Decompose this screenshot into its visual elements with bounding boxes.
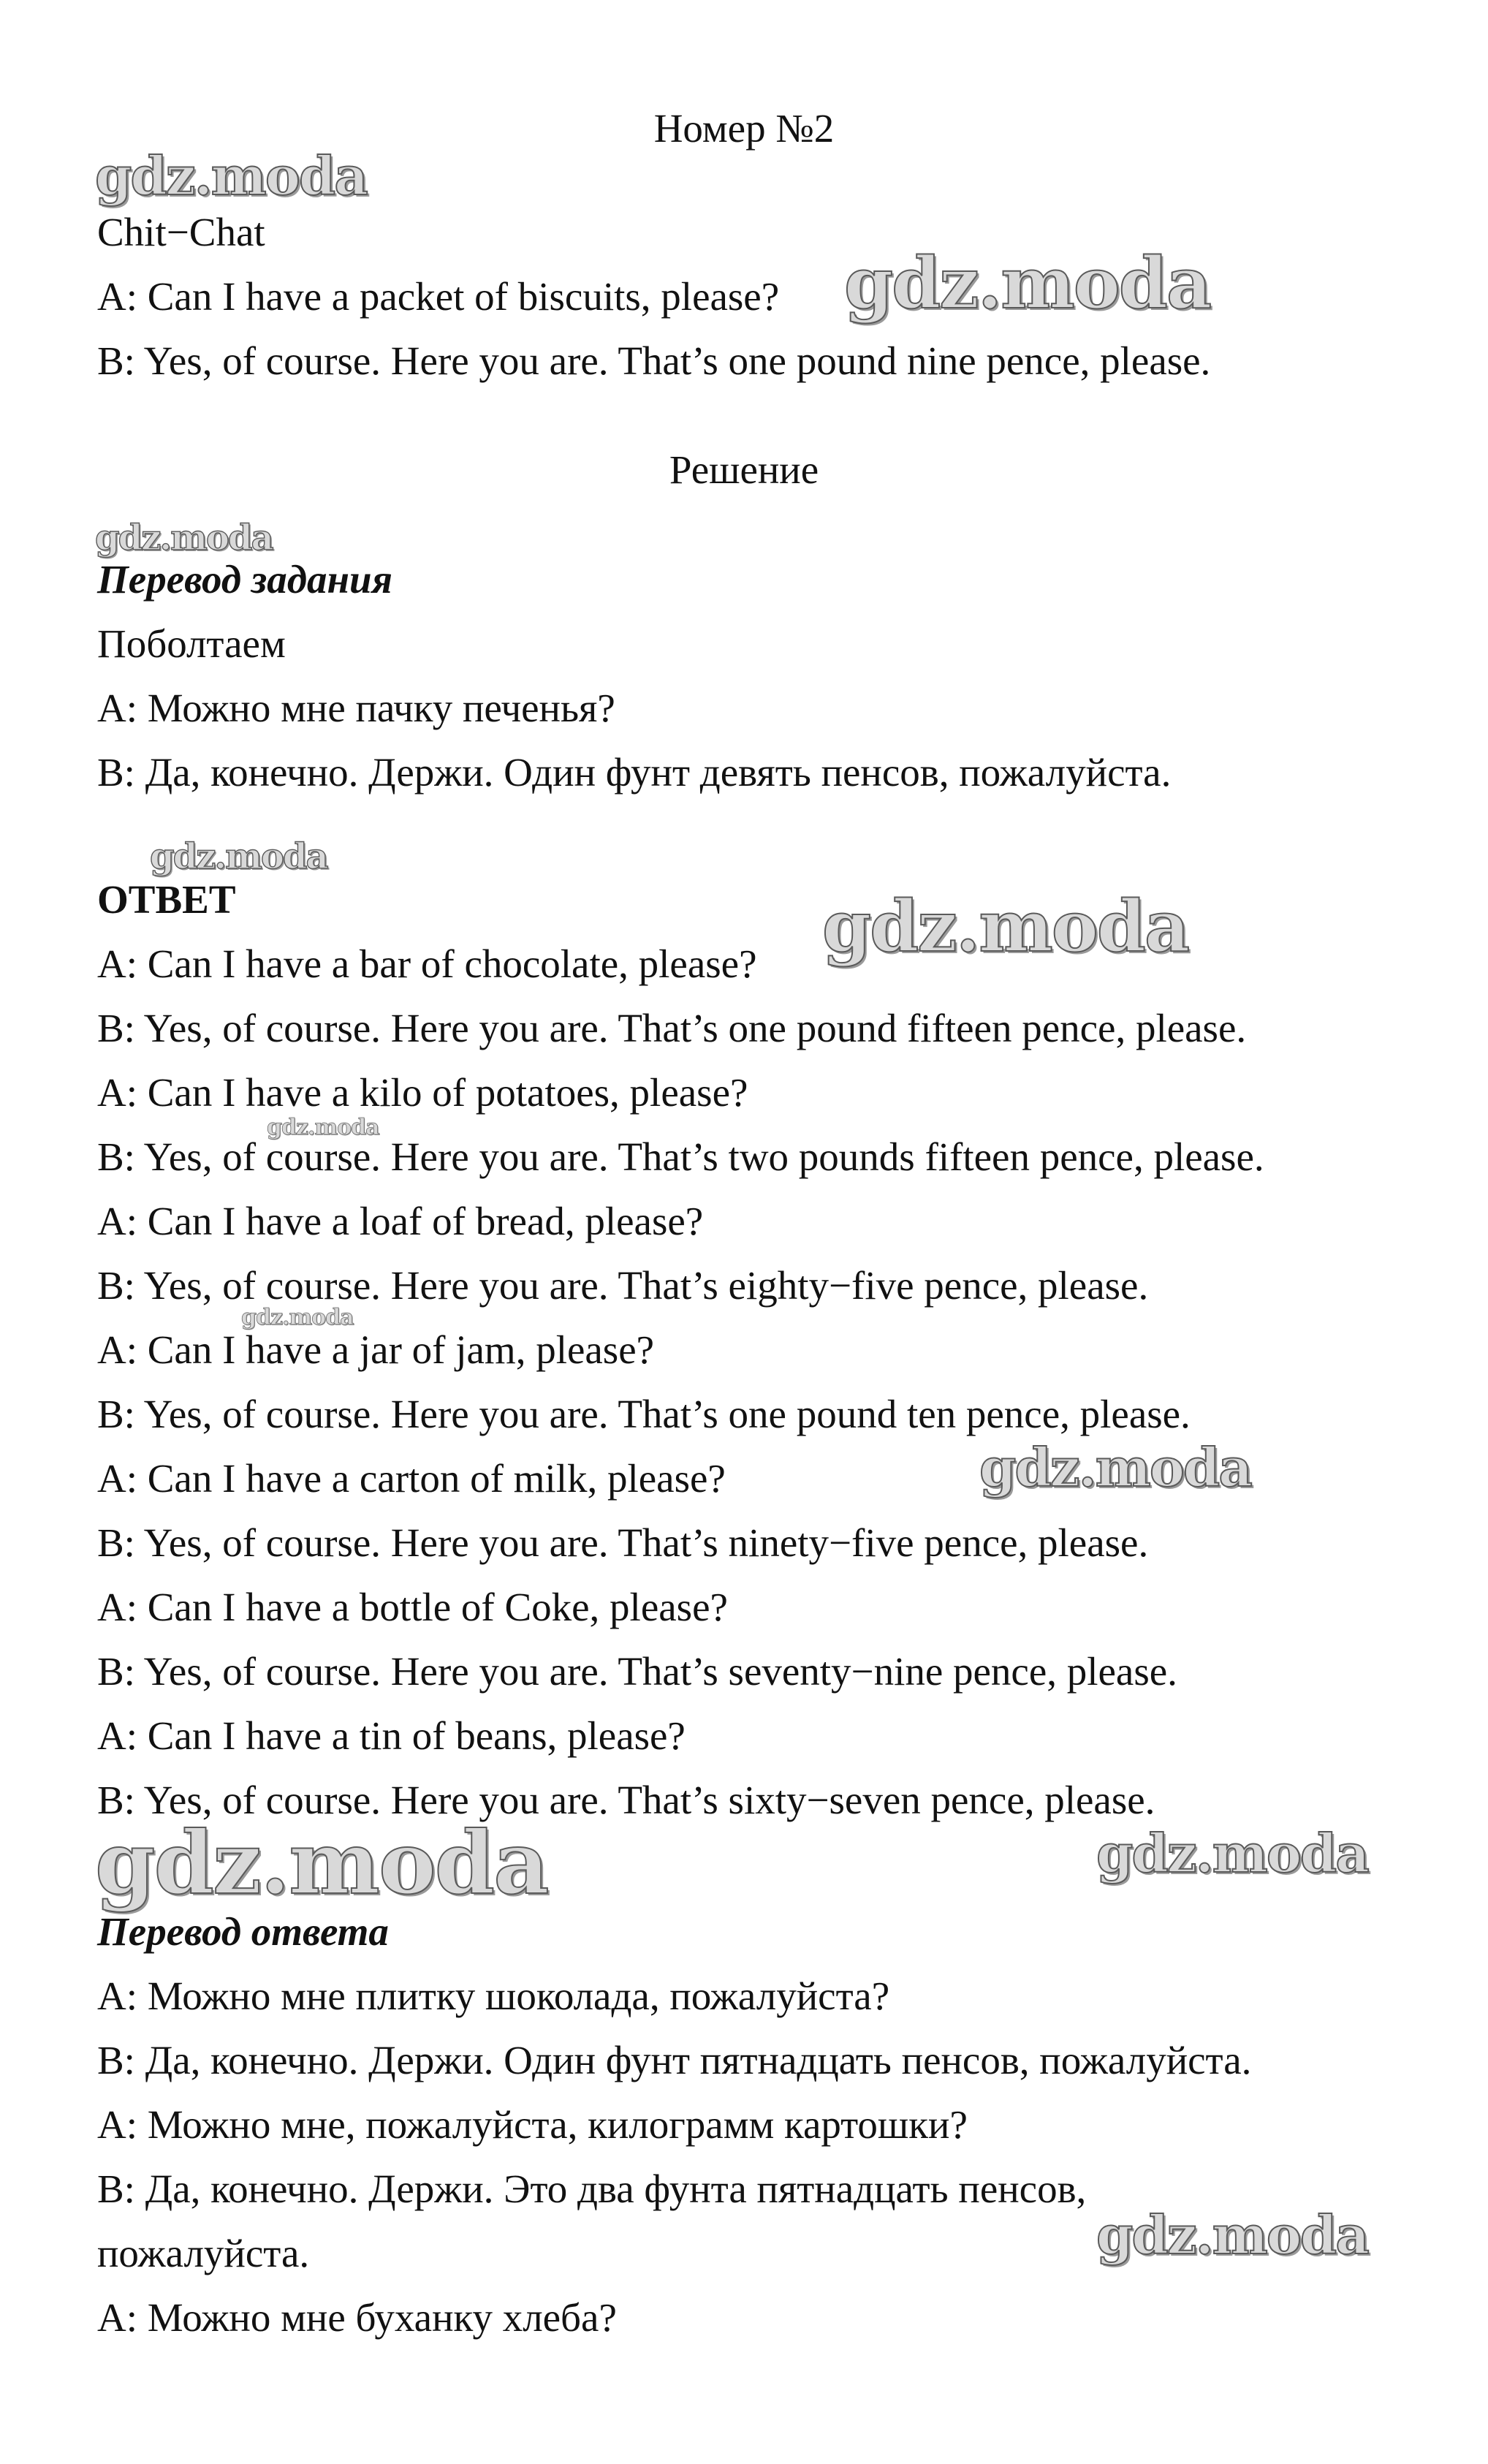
watermark: gdz.moda [822,885,1189,968]
answer-line: A: Can I have a loaf of bread, please? [97,1199,704,1243]
answer-line: A: Can I have a carton of milk, please? [97,1456,726,1501]
answer-line: A: Can I have a tin of beans, please? [97,1713,686,1758]
task-line: A: Can I have a packet of biscuits, please? [97,274,780,319]
task-translation-line: Поболтаем [97,621,286,666]
answer-line: B: Yes, of course. Here you are. That’s one pound fifteen pence, please. [97,1006,1247,1050]
answer-line: B: Yes, of course. Here you are. That’s two pounds fifteen pence, please. [97,1134,1264,1179]
answer-translation-heading: Перевод ответа [97,1909,389,1954]
answer-translation-line: А: Можно мне, пожалуйста, килограмм картошки? [97,2102,968,2147]
watermark: gdz.moda [267,1115,379,1140]
task-translation-line: В: Да, конечно. Держи. Один фунт девять пенсов, пожалуйста. [97,750,1172,795]
solution-label: Решение [669,447,819,492]
answer-line: B: Yes, of course. Here you are. That’s sixty−seven pence, please. [97,1778,1155,1822]
answer-translation-line: В: Да, конечно. Держи. Это два фунта пятнадцать пенсов, [97,2167,1087,2211]
watermark: gdz.moda [95,518,273,558]
watermark: gdz.moda [150,836,327,877]
watermark: gdz.moda [844,242,1211,325]
answer-translation-line: А: Можно мне плитку шоколада, пожалуйста? [97,1974,890,2018]
watermark: gdz.moda [1096,1822,1368,1884]
answer-line: B: Yes, of course. Here you are. That’s ninety−five pence, please. [97,1520,1149,1565]
page-title: Номер №2 [653,106,835,151]
watermark: gdz.moda [1096,2204,1368,2266]
answer-line: B: Yes, of course. Here you are. That’s seventy−nine pence, please. [97,1649,1177,1694]
answer-line: B: Yes, of course. Here you are. That’s eighty−five pence, please. [97,1263,1149,1308]
answer-line: B: Yes, of course. Here you are. That’s one pound ten pence, please. [97,1392,1191,1436]
task-translation-heading: Перевод задания [97,557,392,602]
answer-line: A: Can I have a bottle of Coke, please? [97,1585,728,1629]
answer-line: A: Can I have a kilo of potatoes, please? [97,1070,748,1115]
watermark: gdz.moda [979,1436,1251,1498]
task-translation-line: А: Можно мне пачку печенья? [97,686,615,730]
task-line: B: Yes, of course. Here you are. That’s one pound nine pence, please. [97,338,1211,383]
answer-line: A: Can I have a jar of jam, please? [97,1327,655,1372]
task-heading: Chit−Chat [97,210,265,254]
answer-translation-line: В: Да, конечно. Держи. Один фунт пятнадцать пенсов, пожалуйста. [97,2038,1252,2082]
answer-translation-line: А: Можно мне буханку хлеба? [97,2295,617,2340]
watermark: gdz.moda [241,1305,354,1330]
answer-line: A: Can I have a bar of chocolate, please? [97,941,757,986]
answer-heading: ОТВЕТ [97,877,236,922]
watermark: gdz.moda [95,145,367,207]
watermark: gdz.moda [95,1812,548,1914]
answer-translation-line: пожалуйста. [97,2231,310,2275]
